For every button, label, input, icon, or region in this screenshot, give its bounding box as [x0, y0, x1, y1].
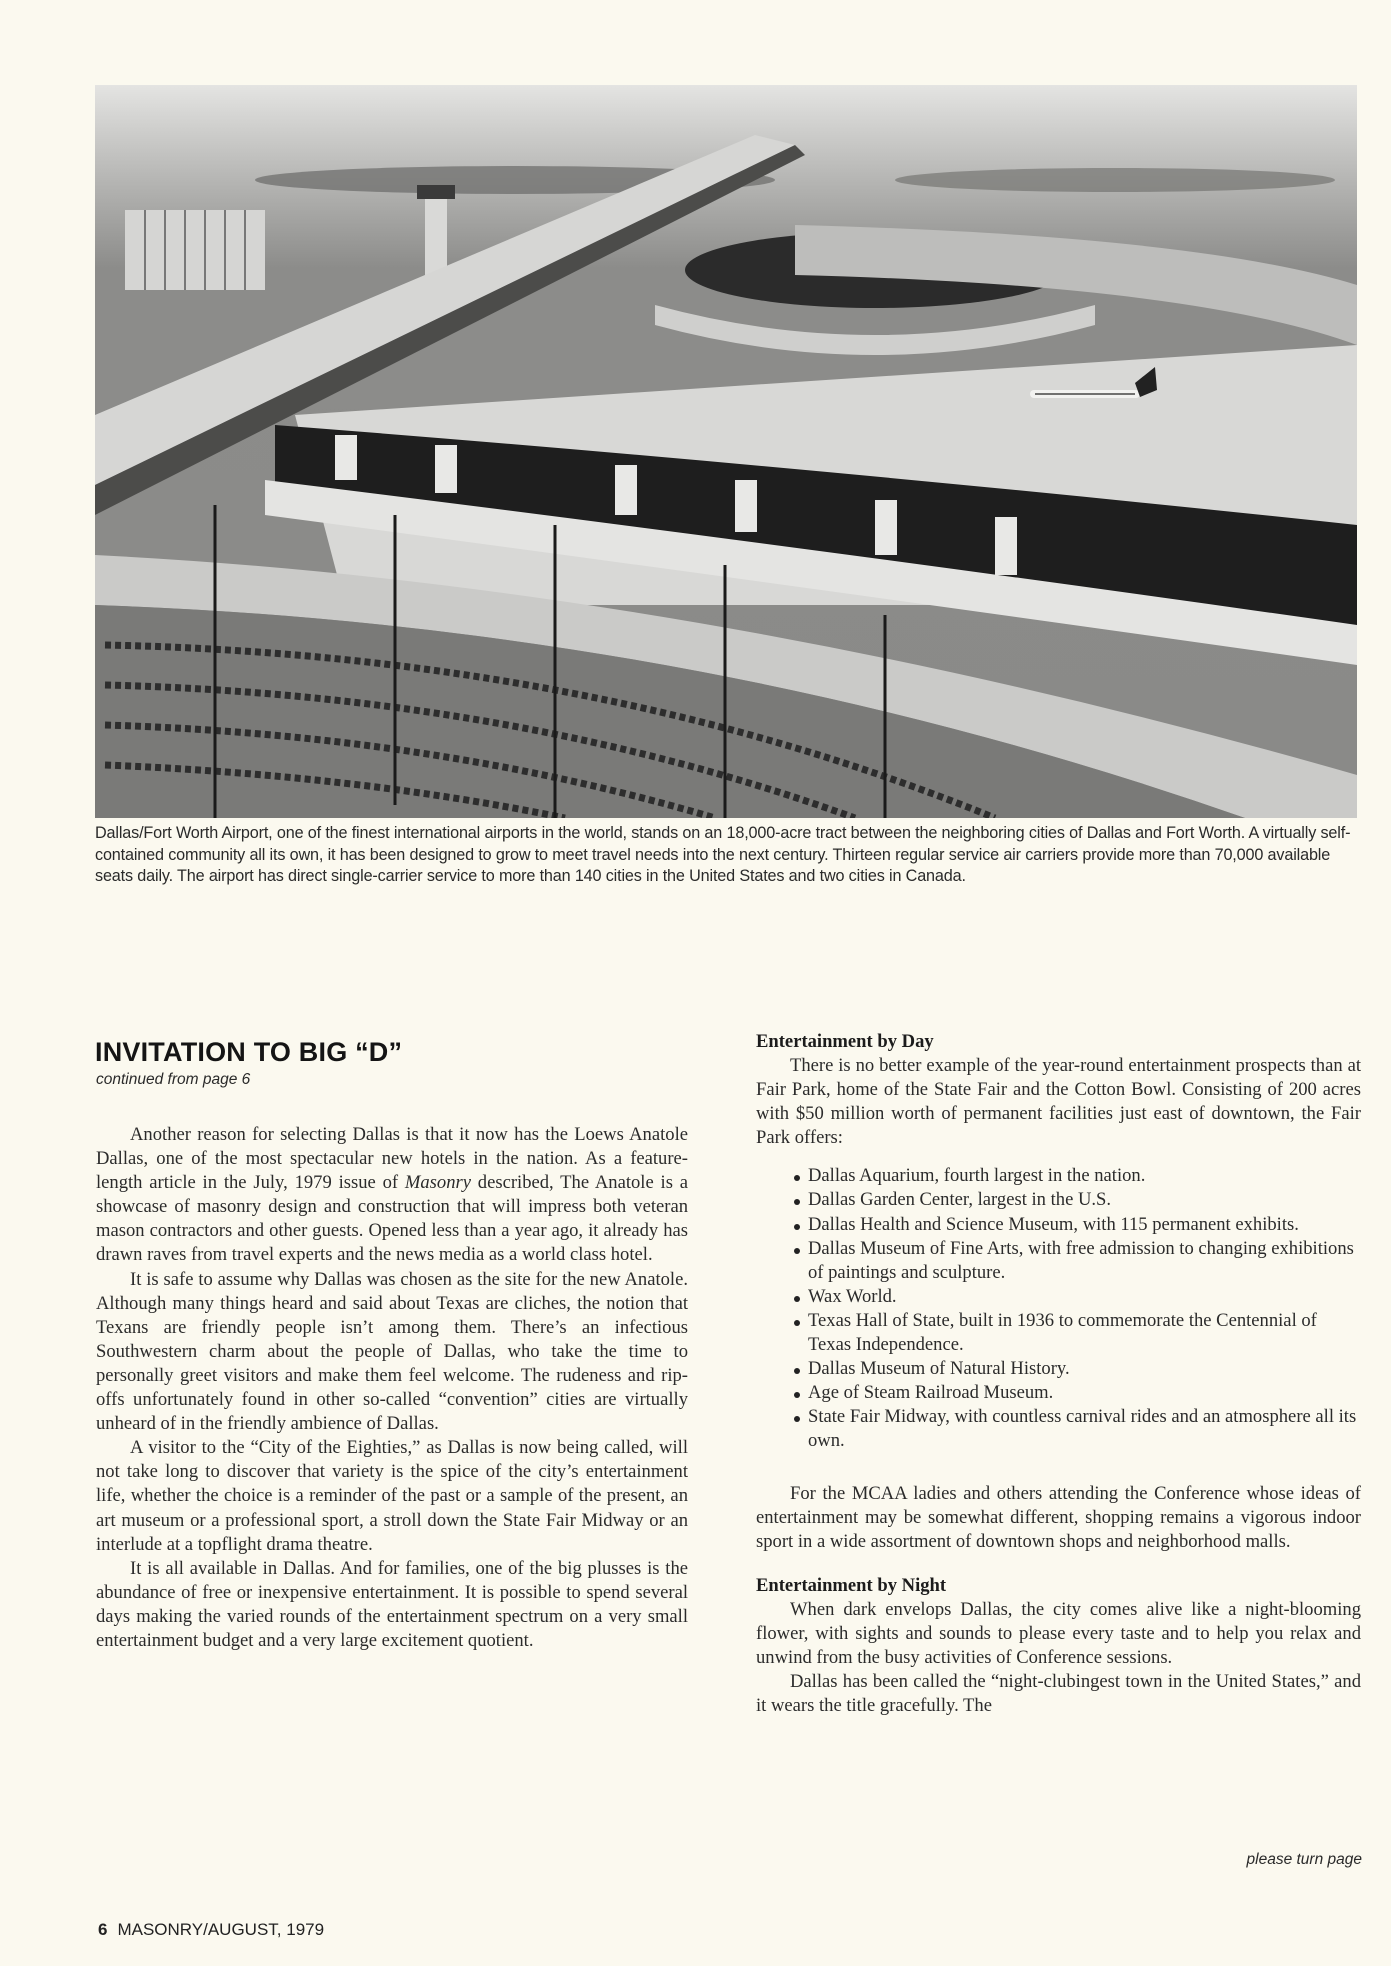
spacer: [756, 1150, 1361, 1164]
paragraph: Dallas has been called the “night-clubingest town in the United States,” and it wears the title gracefully. The: [756, 1671, 1361, 1717]
list-item: Dallas Museum of Fine Arts, with free admission to changing exhibitions of paintings and sculpture.: [796, 1237, 1361, 1285]
continuation-note: please turn page: [1246, 1851, 1362, 1868]
list-item: Dallas Aquarium, fourth largest in the nation.: [796, 1164, 1361, 1188]
paragraph: For the MCAA ladies and others attending the Conference whose ideas of entertainment may be somewhat different, shopping remains a vigorous indoor sport in a wide assortment of downtown shops and neighborhood malls.: [756, 1482, 1361, 1552]
paragraph: [96, 1123, 688, 1268]
section-heading-night: Entertainment by Night: [756, 1574, 947, 1596]
airport-photo-graphic: [95, 85, 1357, 818]
list-item: State Fair Midway, with countless carnival rides and an atmosphere all its own.: [796, 1405, 1361, 1453]
list-item: Texas Hall of State, built in 1936 to commemorate the Centennial of Texas Independence.: [796, 1309, 1361, 1357]
spacer: [756, 1468, 1361, 1482]
article-title: INVITATION TO BIG “D”: [95, 1037, 403, 1067]
paragraph: It is all available in Dallas. And for families, one of the big plusses is the abundance of free or inexpensive entertainment. It is possible to spend several days making the varied rounds of the entertainment spectrum on a very small entertainment budget and a very large excitement quotient.: [96, 1557, 688, 1651]
left-column: [96, 1123, 688, 1653]
right-column: [756, 1030, 1361, 1718]
fair-park-list: [756, 1164, 1361, 1453]
list-item: Wax World.: [796, 1285, 1361, 1309]
list-item: Dallas Museum of Natural History.: [796, 1357, 1361, 1381]
photo-caption: Dallas/Fort Worth Airport, one of the finest international airports in the world, stands on an 18,000-acre tract between the neighboring cities of Dallas and Fort Worth. A virtually self-contained community all its own, it has been designed to grow to meet travel needs into the next century. Thirteen regular service air carriers provide more than 70,000 available seats daily. The airport has direct single-carrier service to more than 140 cities in the United States and two cities in Canada.: [95, 824, 1351, 885]
spacer: [756, 1554, 1361, 1574]
section-heading-day: Entertainment by Day: [756, 1031, 934, 1052]
paragraph-text: described, The Anatole is a showcase of masonry design and construction that will impress both veteran mason contractors and other guests. Opened less than a year ago, it already has drawn raves from travel experts and the news media as a world class hotel.: [96, 1172, 688, 1266]
list-item: Dallas Garden Center, largest in the U.S.: [796, 1188, 1361, 1212]
magazine-name: Masonry: [404, 1172, 471, 1194]
paragraph-text: Another reason for selecting Dallas is that it now has the Loews Anatole Dallas, one of the most spectacular new hotels in the nation. As a feature-length article in the July, 1979 issue of: [96, 1124, 688, 1194]
publication-line: MASONRY/AUGUST, 1979: [117, 1920, 325, 1939]
page-number: 6: [98, 1920, 108, 1939]
paragraph: There is no better example of the year-round entertainment prospects than at Fair Park, home of the State Fair and the Cotton Bowl. Consisting of 200 acres with $50 million worth of permanent facilities just east of downtown, the Fair Park offers:: [756, 1055, 1361, 1149]
paragraph: A visitor to the “City of the Eighties,” as Dallas is now being called, will not take long to discover that variety is the spice of the city’s entertainment life, whether the choice is a reminder of the past or a sample of the present, an art museum or a professional sport, a stroll down the State Fair Midway or an interlude at a topflight drama theatre.: [96, 1437, 688, 1555]
paragraph: When dark envelops Dallas, the city comes alive like a night-blooming flower, with sights and sounds to please every taste and to help you relax and unwind from the busy activities of Conference sessions.: [756, 1598, 1361, 1668]
list-item: Age of Steam Railroad Museum.: [796, 1381, 1361, 1405]
paragraph: It is safe to assume why Dallas was chosen as the site for the new Anatole. Although many things heard and said about Texas are cliches, the notion that Texans are friendly people isn’t among them. There’s an infectious Southwestern charm about the people of Dallas, who take the time to personally greet visitors and make them feel welcome. The rudeness and rip-offs unfortunately found in other so-called “convention” cities are virtually unheard of in the friendly ambience of Dallas.: [96, 1268, 688, 1435]
list-item: Dallas Health and Science Museum, with 115 permanent exhibits.: [796, 1213, 1361, 1237]
airport-aerial-photo: [95, 85, 1357, 818]
article-subtitle: continued from page 6: [96, 1071, 251, 1088]
page-footer: [98, 1920, 324, 1940]
